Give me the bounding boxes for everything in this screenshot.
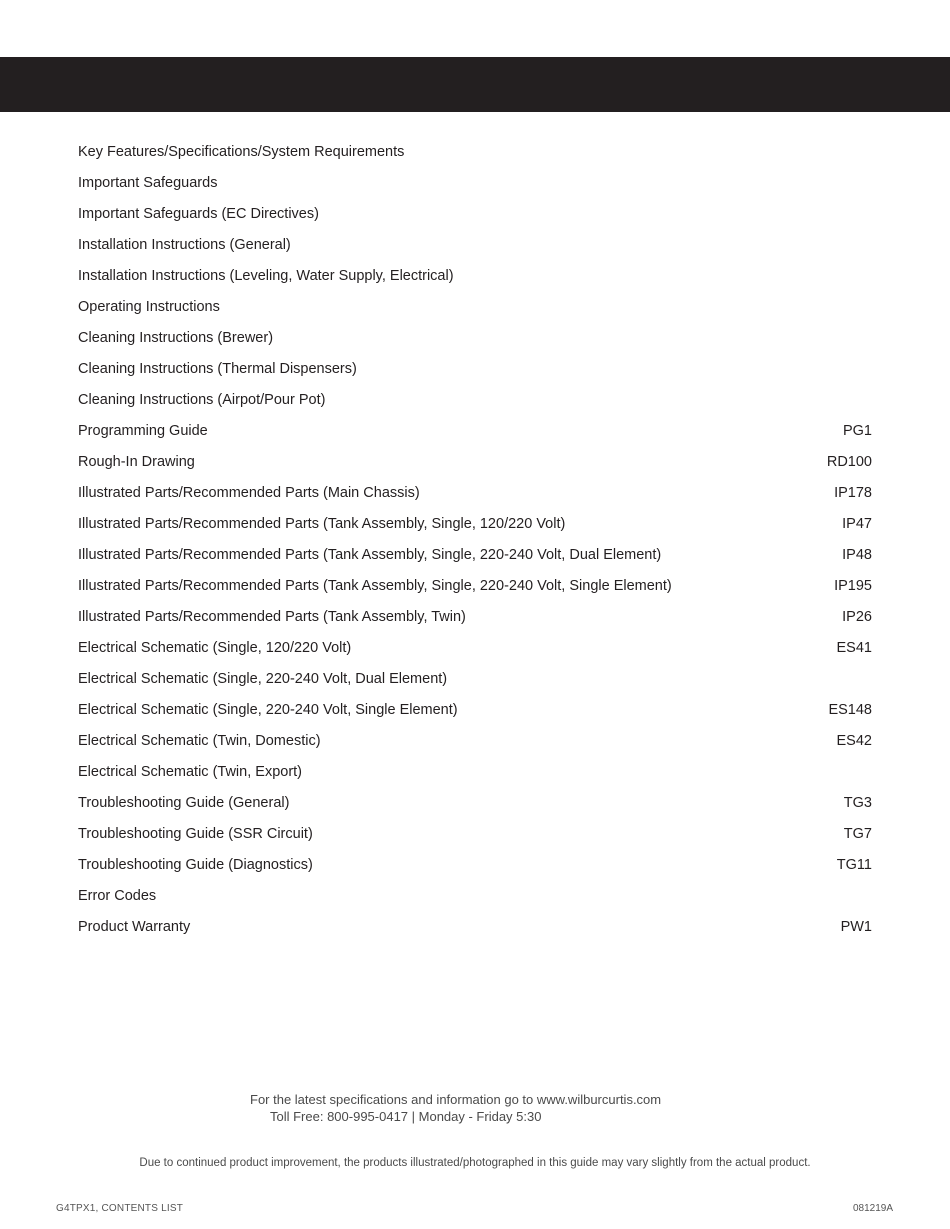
contents-title: Illustrated Parts/Recommended Parts (Tank Assembly, Single, 220-240 Volt, Dual Element)	[78, 547, 662, 563]
contents-title: Important Safeguards	[78, 175, 218, 191]
contents-title: Cleaning Instructions (Thermal Dispensers)	[78, 361, 357, 377]
contents-title: Key Features/Specifications/System Requirements	[78, 144, 405, 160]
contents-list	[78, 137, 872, 943]
contents-page-code: PW1	[840, 919, 872, 935]
contents-title: Electrical Schematic (Single, 220-240 Volt, Single Element)	[78, 702, 458, 718]
contents-page-code: TG3	[843, 795, 872, 811]
contents-title: Electrical Schematic (Single, 120/220 Volt)	[78, 640, 352, 656]
contents-page-code: ES42	[836, 733, 872, 749]
contents-row	[78, 137, 872, 168]
contents-title: Important Safeguards (EC Directives)	[78, 206, 319, 222]
disclaimer: Due to continued product improvement, the products illustrated/photographed in this guide may vary slightly from the actual product.	[139, 1157, 811, 1169]
contents-row	[78, 261, 872, 292]
contents-title: Cleaning Instructions (Airpot/Pour Pot)	[78, 392, 326, 408]
contents-row	[78, 602, 872, 633]
contents-row	[78, 168, 872, 199]
contents-title: Error Codes	[78, 888, 157, 904]
contents-row	[78, 292, 872, 323]
contents-title: Cleaning Instructions (Brewer)	[78, 330, 274, 346]
contents-page-code: IP195	[834, 578, 872, 594]
contents-row	[78, 850, 872, 881]
contents-row	[78, 912, 872, 943]
contents-title: Illustrated Parts/Recommended Parts (Main Chassis)	[78, 485, 420, 501]
contents-row	[78, 881, 872, 912]
contents-page-code: IP26	[842, 609, 872, 625]
contents-page-code: RD100	[826, 454, 872, 470]
contents-row	[78, 819, 872, 850]
phone-line: Toll Free: 800-995-0417 | Monday - Friday 5:30	[270, 1109, 542, 1124]
contents-page-code: IP48	[842, 547, 872, 563]
contents-row	[78, 695, 872, 726]
contents-title: Rough-In Drawing	[78, 454, 195, 470]
contents-title: Troubleshooting Guide (Diagnostics)	[78, 857, 313, 873]
contents-row	[78, 354, 872, 385]
contents-title: Illustrated Parts/Recommended Parts (Tank Assembly, Twin)	[78, 609, 466, 625]
contents-page-code: ES148	[828, 702, 872, 718]
contents-page-code: TG11	[836, 857, 872, 873]
contents-row	[78, 416, 872, 447]
contents-row	[78, 385, 872, 416]
contents-row	[78, 788, 872, 819]
contents-row	[78, 664, 872, 695]
contents-title: Installation Instructions (Leveling, Water Supply, Electrical)	[78, 268, 454, 284]
contents-title: Electrical Schematic (Single, 220-240 Volt, Dual Element)	[78, 671, 448, 687]
contents-row	[78, 633, 872, 664]
website-line: For the latest specifications and information go to www.wilburcurtis.com	[250, 1092, 662, 1107]
contents-row	[78, 509, 872, 540]
contents-title: Operating Instructions	[78, 299, 220, 315]
contents-row	[78, 447, 872, 478]
contents-row	[78, 230, 872, 261]
contents-page-code: IP178	[834, 485, 872, 501]
contents-title: Electrical Schematic (Twin, Export)	[78, 764, 303, 780]
contents-title: Electrical Schematic (Twin, Domestic)	[78, 733, 321, 749]
contents-page-code: PG1	[842, 423, 872, 439]
contents-title: Illustrated Parts/Recommended Parts (Tank Assembly, Single, 120/220 Volt)	[78, 516, 566, 532]
revision-code: 081219A	[852, 1203, 893, 1214]
contents-row	[78, 571, 872, 602]
contents-title: Troubleshooting Guide (General)	[78, 795, 290, 811]
contents-row	[78, 757, 872, 788]
contents-row	[78, 323, 872, 354]
contents-row	[78, 478, 872, 509]
contents-page-code: ES41	[836, 640, 872, 656]
contents-title: Installation Instructions (General)	[78, 237, 291, 253]
contents-row	[78, 540, 872, 571]
contents-page-code: IP47	[842, 516, 872, 532]
contents-row	[78, 726, 872, 757]
contents-row	[78, 199, 872, 230]
contents-title: Troubleshooting Guide (SSR Circuit)	[78, 826, 313, 842]
contents-page-code: TG7	[843, 826, 872, 842]
header-band	[0, 57, 950, 112]
contents-title: Product Warranty	[78, 919, 191, 935]
document-id: G4TPX1, CONTENTS LIST	[56, 1203, 184, 1214]
contents-title: Illustrated Parts/Recommended Parts (Tank Assembly, Single, 220-240 Volt, Single Element)	[78, 578, 672, 594]
contents-title: Programming Guide	[78, 423, 208, 439]
